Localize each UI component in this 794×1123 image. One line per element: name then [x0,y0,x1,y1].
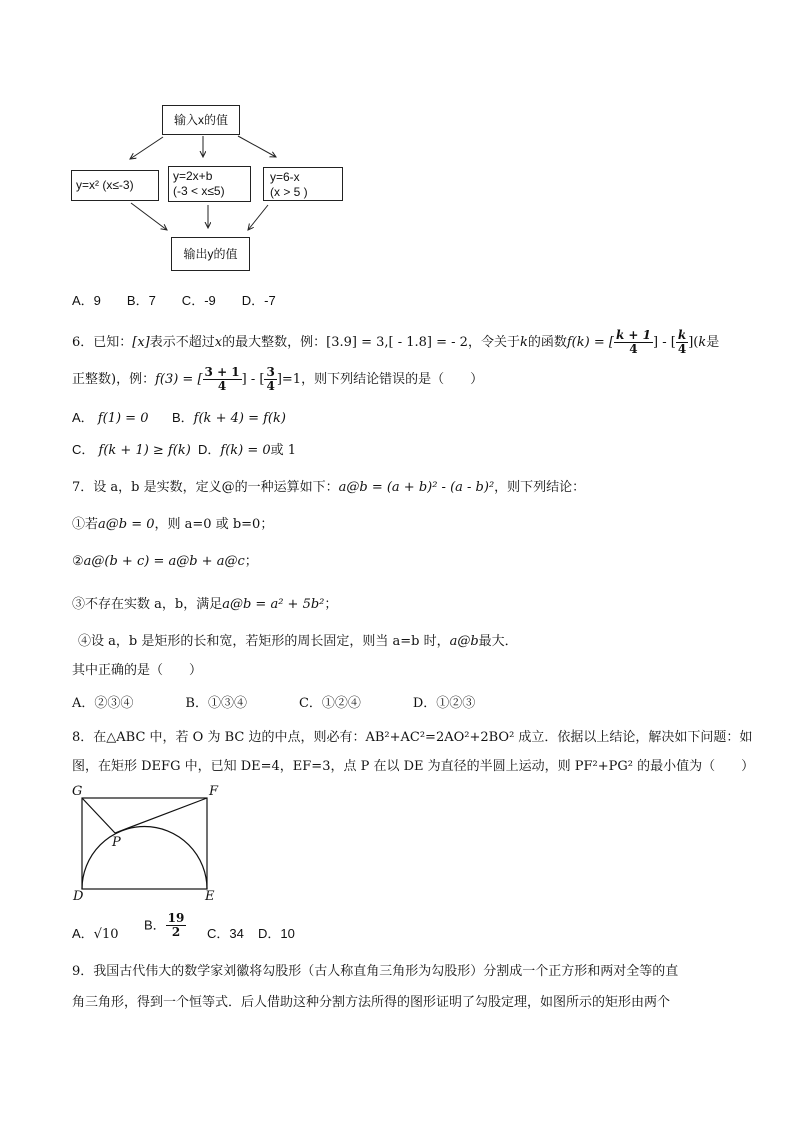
label-d: D [73,889,84,904]
label-p: P [112,835,121,850]
q8-option-a: A．√10 [72,926,119,942]
q7-line1: 7．设 a，b 是实数，定义@的一种运算如下：a@b = (a + b)² - (a - b)²，则下列结论： [72,480,586,495]
q6-option-c: C． f(k + 1) ≥ f(k) [72,442,191,458]
q8-line2: 图，在矩形 DEFG 中，已知 DE=4，EF=3，点 P 在以 DE 为直径的半圆上运动，则 PF²+PG² 的最小值为（ ） [72,759,755,774]
flow-box2: y=2x+b (-3 < x≤5) [168,166,251,202]
q7-statement-2: ②a@(b + c) = a@b + a@c； [72,554,258,569]
q6-option-d: D．f(k) = 0或 1 [198,442,297,458]
q8-option-c: C．34 [207,926,244,941]
q6-line2: 正整数)，例：f(3) = [ $\frac{3 + 1}{4}$ ] - [ $\frac{3}{4}$ ]=1，则下列结论错误的是（ ） [72,365,484,393]
q7-statement-1: ①若a@b = 0，则 a=0 或 b=0； [72,517,274,532]
q6-option-a: A． f(1) = 0 [72,410,149,426]
rect-defg [82,798,207,889]
label-f: F [209,784,219,799]
flow-output-box: 输出y的值 [171,237,250,271]
q5-options: A．9 B．7 C．-9 D．-7 [72,293,276,308]
label-g: G [72,784,83,799]
flow-box3: y=6-x (x > 5 ) [263,167,343,201]
flow-input-box: 输入x的值 [162,105,240,135]
label-e: E [205,889,215,904]
q6-option-b: B．f(k + 4) = f(k) [172,410,286,426]
q7-statement-3: ③不存在实数 a，b，满足a@b = a² + 5b²； [72,597,338,612]
segment-pg [82,798,115,833]
semicircle-de [82,827,207,889]
q7-options: A．②③④ B．①③④ C．①②④ D．①②③ [72,696,476,711]
flow-box1: y=x² (x≤-3) [71,170,159,201]
q8-option-d: D．10 [258,926,295,941]
q6-line1: 6．已知：[x]表示不超过x的最大整数，例：[3.9] = 3,[ - 1.8] = - 2，令关于k的函数f(k) = [ $\frac{k + 1}{4}$ ] - [ $\frac{k}{4}$ ](k是 [72,328,720,356]
q7-statement-4: ④设 a，b 是矩形的长和宽，若矩形的周长固定，则当 a=b 时，a@b最大． [78,634,518,649]
q9-line2: 角三角形，得到一个恒等式．后人借助这种分割方法所得的图形证明了勾股定理，如图所示的矩形由两个 [72,995,671,1010]
q7-ask: 其中正确的是（ ） [72,663,203,678]
q8-option-b: B． $\frac{19}{2}$ [144,911,185,939]
segment-pf [115,798,207,833]
q8-line1: 8．在△ABC 中，若 O 为 BC 边的中点，则必有：AB²+AC²=2AO²+2BO² 成立．依据以上结论，解决如下问题：如 [72,730,753,745]
q9-line1: 9．我国古代伟大的数学家刘徽将勾股形（古人称直角三角形为勾股形）分割成一个正方形和两对全等的直 [72,964,679,979]
